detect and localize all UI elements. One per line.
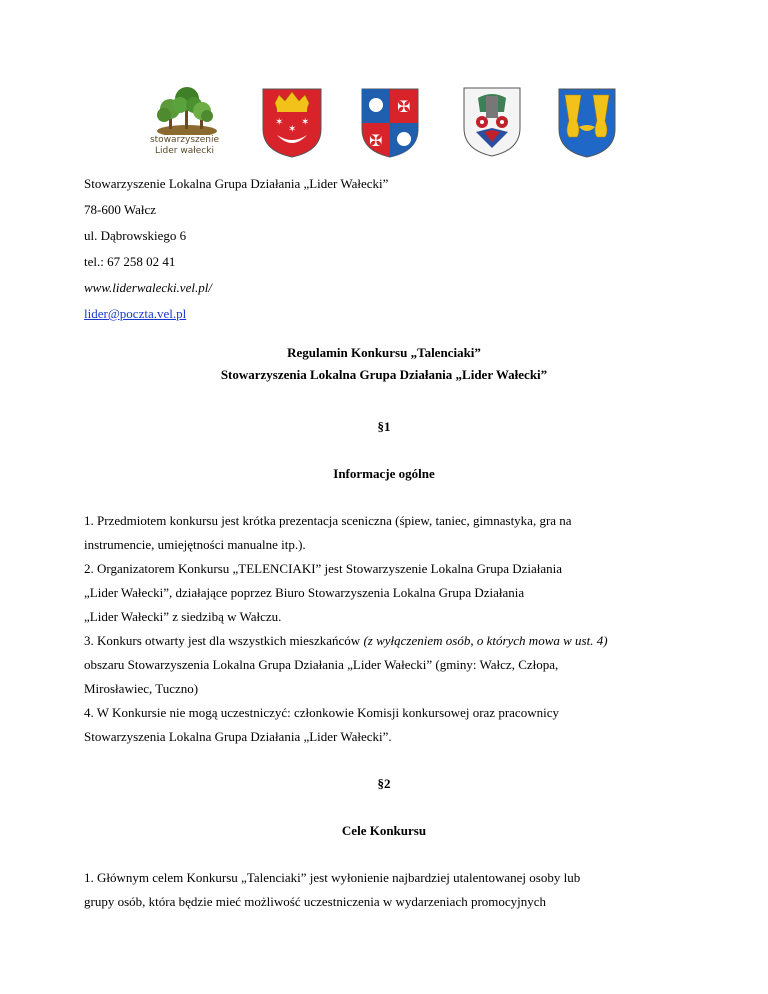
s1-p4-line1: 4. W Konkursie nie mogą uczestniczyć: członkowie Komisji konkursowej oraz pracownicy	[84, 705, 559, 720]
crest-tuczno-icon	[557, 87, 617, 159]
phone-number: tel.: 67 258 02 41	[84, 254, 176, 269]
association-logo-caption-1: stowarzyszenie	[149, 135, 220, 145]
org-name: Stowarzyszenie Lokalna Grupa Działania „Lider Wałecki”	[84, 176, 389, 191]
s1-p2-line3: „Lider Wałecki” z siedzibą w Wałczu.	[84, 609, 282, 624]
postal-address: 78-600 Wałcz	[84, 202, 156, 217]
section1-heading: Informacje ogólne	[333, 466, 435, 481]
association-logo	[147, 85, 222, 163]
svg-text:✠: ✠	[369, 131, 383, 150]
s1-p3-line1-text: 3. Konkurs otwarty jest dla wszystkich mieszkańców	[84, 633, 364, 648]
association-logo-caption-2: Lider wałecki	[155, 146, 214, 156]
document-title-line1: Regulamin Konkursu „Talenciaki”	[287, 345, 481, 360]
website-url: www.liderwalecki.vel.pl/	[84, 280, 212, 295]
s1-p4-line2: Stowarzyszenia Lokalna Grupa Działania „Lider Wałecki”.	[84, 729, 392, 744]
s1-p3-line1	[84, 633, 704, 649]
s1-p2-line1: 2. Organizatorem Konkursu „TELENCIAKI” jest Stowarzyszenie Lokalna Grupa Działania	[84, 561, 563, 576]
crest-czlopa-icon	[360, 87, 420, 159]
email-link[interactable]: lider@poczta.vel.pl	[84, 306, 187, 321]
section1-number: §1	[377, 419, 391, 434]
crest-walcz-icon	[261, 87, 323, 159]
s1-p1-line2: instrumencie, umiejętności manualne itp.).	[84, 537, 306, 552]
s2-p1-line2: grupy osób, która będzie mieć możliwość uczestniczenia w wydarzeniach promocyjnych	[84, 894, 547, 909]
logo-bar	[0, 83, 768, 163]
s1-p2-line2: „Lider Wałecki”, działające poprzez Biuro Stowarzyszenia Lokalna Grupa Działania	[84, 585, 525, 600]
crest-miroslawiec-icon	[462, 86, 522, 158]
s1-p3-line3: Mirosławiec, Tuczno)	[84, 681, 199, 696]
s1-p1-line1: 1. Przedmiotem konkursu jest krótka prezentacja sceniczna (śpiew, taniec, gimnastyka, gra na	[84, 513, 572, 528]
s2-p1-line1: 1. Głównym celem Konkursu „Talenciaki” jest wyłonienie najbardziej utalentowanej osoby lub	[84, 870, 581, 885]
s1-p3-line1-italic: (z wyłączeniem osób, o których mowa w ust. 4)	[363, 633, 608, 648]
street-address: ul. Dąbrowskiego 6	[84, 228, 187, 243]
document-title-line2: Stowarzyszenia Lokalna Grupa Działania „Lider Wałecki”	[220, 367, 548, 382]
tree-icon	[147, 85, 222, 135]
svg-text:✶: ✶	[275, 117, 284, 128]
section2-number: §2	[377, 776, 391, 791]
section2-heading: Cele Konkursu	[341, 823, 427, 838]
s1-p3-line2: obszaru Stowarzyszenia Lokalna Grupa Działania „Lider Wałecki” (gminy: Wałcz, Człopa,	[84, 657, 559, 672]
svg-text:✶: ✶	[301, 117, 310, 128]
svg-text:✠: ✠	[397, 97, 411, 116]
svg-text:✶: ✶	[288, 124, 297, 135]
